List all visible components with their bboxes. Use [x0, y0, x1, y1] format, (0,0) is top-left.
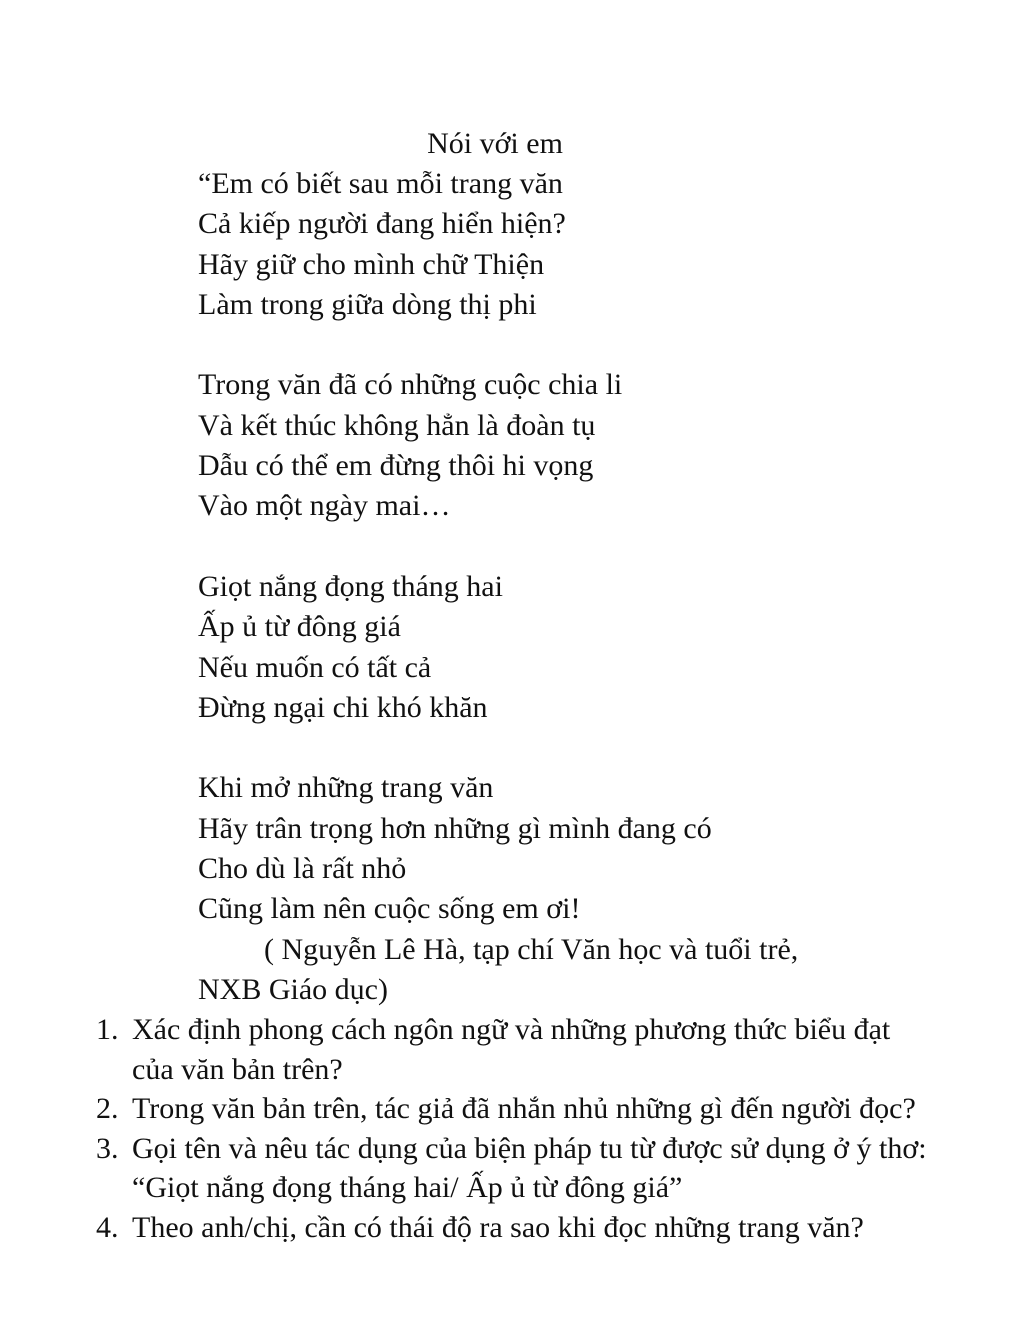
poem-line: Đừng ngại chi khó khăn	[198, 690, 488, 724]
question-text: Theo anh/chị, cần có thái độ ra sao khi đọc những trang văn?	[132, 1210, 864, 1244]
poem-source	[198, 930, 978, 1011]
stanza-3	[198, 567, 978, 728]
poem-title: Nói với em	[427, 127, 563, 160]
stanza-4	[198, 768, 978, 1010]
poem-line: Hãy trân trọng hơn những gì mình đang có	[198, 811, 712, 845]
question-number: 4.	[96, 1210, 119, 1244]
poem-line: Ấp ủ từ đông giá	[198, 610, 401, 644]
question-list	[96, 1010, 936, 1247]
source-line: ( Nguyễn Lê Hà, tạp chí Văn học và tuổi trẻ,	[264, 932, 799, 966]
question-item	[96, 1089, 936, 1129]
question-item	[96, 1010, 936, 1089]
poem-line: Cho dù là rất nhỏ	[198, 852, 407, 886]
poem-line: Cả kiếp người đang hiển hiện?	[198, 207, 566, 241]
poem-line: “Em có biết sau mỗi trang văn	[198, 167, 563, 200]
question-item	[96, 1129, 936, 1208]
question-text: Gọi tên và nêu tác dụng của biện pháp tu từ được sử dụng ở ý thơ: “Giọt nắng đọng tháng hai/ Ấp ủ từ đông giá”	[132, 1131, 927, 1204]
poem-line: Làm trong giữa dòng thị phi	[198, 287, 537, 321]
poem-line: Và kết thúc không hẳn là đoàn tụ	[198, 408, 596, 442]
poem-line: Cũng làm nên cuộc sống em ơi!	[198, 892, 581, 926]
question-text: Xác định phong cách ngôn ngữ và những phương thức biểu đạt của văn bản trên?	[132, 1013, 891, 1086]
question-number: 3.	[96, 1131, 119, 1165]
poem-line: Vào một ngày mai…	[198, 489, 451, 523]
question-number: 1.	[96, 1013, 119, 1046]
stanza-1	[198, 164, 978, 325]
poem-body	[198, 164, 978, 1010]
poem-line: Nếu muốn có tất cả	[198, 650, 432, 684]
poem-line: Hãy giữ cho mình chữ Thiện	[198, 247, 545, 281]
poem-line: Trong văn đã có những cuộc chia li	[198, 368, 623, 402]
poem-line: Giọt nắng đọng tháng hai	[198, 569, 503, 603]
question-text: Trong văn bản trên, tác giả đã nhắn nhủ những gì đến người đọc?	[132, 1092, 916, 1125]
question-item	[96, 1208, 936, 1248]
poem-line: Khi mở những trang văn	[198, 771, 494, 805]
poem-line: Dẫu có thể em đừng thôi hi vọng	[198, 449, 594, 483]
stanza-2	[198, 365, 978, 526]
question-number: 2.	[96, 1092, 119, 1125]
source-line: NXB Giáo dục)	[198, 972, 388, 1006]
